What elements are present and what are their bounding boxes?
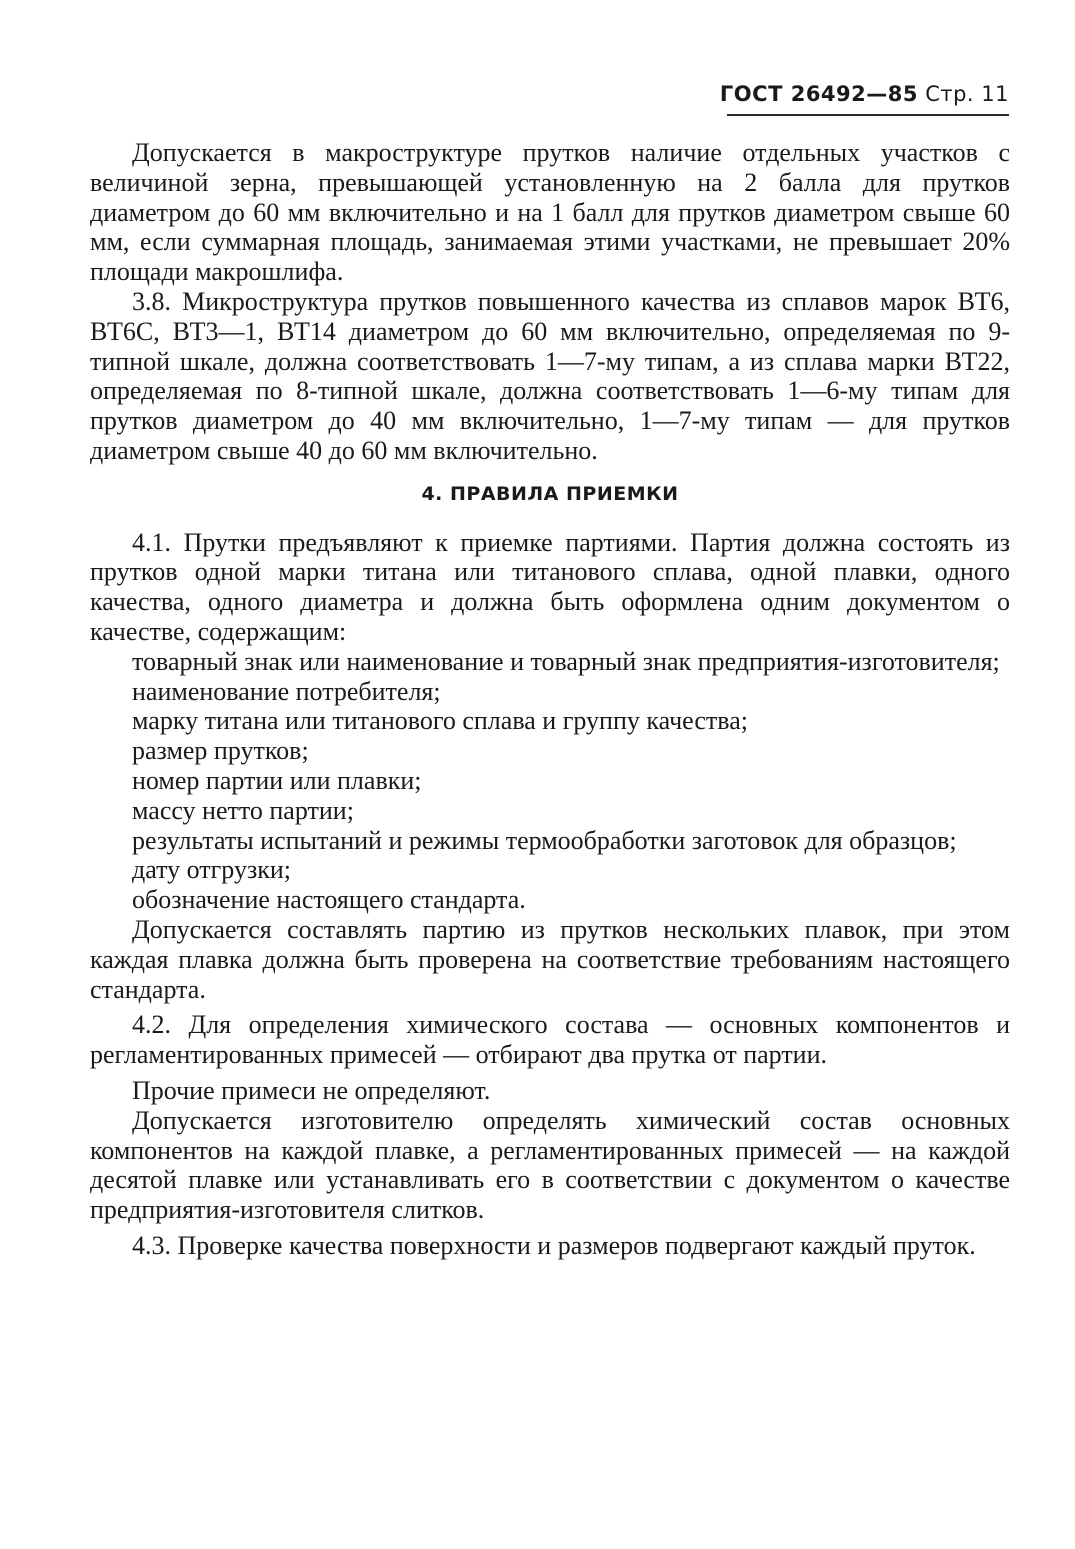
list-item-trademark: товарный знак или наименование и товарный знак предприятия-изготовителя; <box>132 646 1000 676</box>
paragraph-3-8: 3.8. Микроструктура прутков повышенного качества из сплавов марок ВТ6, ВТ6С, ВТ3—1, ВТ14 диаметром до 60 мм включительно, определяемая по 9-типной шкале, должна соответствовать 1—7-му типам, а из сплава марки ВТ22, определяемая по 8-типной шкале, должна соответствовать 1—6-му типам для прутков диаметром до 40 мм включительно, 1—7-му типам — для прутков диаметром свыше 40 до 60 мм включительно. <box>90 286 1010 465</box>
paragraph-macrostructure: Допускается в макроструктуре прутков наличие отдельных участков с величиной зерна, превышающей установленную на 2 балла для прутков диаметром до 60 мм включительно и на 1 балл для прутков диаметром свыше 60 мм, если суммарная площадь, занимаемая этими участками, не превышает 20% площади макрошлифа. <box>90 138 1010 287</box>
paragraph-4-1-note: Допускается составлять партию из прутков нескольких плавок, при этом каждая плавка должна быть проверена на соответствие требованиям настоящего стандарта. <box>90 914 1010 1004</box>
page-number: Стр. 11 <box>925 82 1009 106</box>
section-title: 4. ПРАВИЛА ПРИЕМКИ <box>421 482 679 505</box>
list-item-grade: марку титана или титанового сплава и группу качества; <box>132 706 748 736</box>
list-item-consumer: наименование потребителя; <box>132 676 441 706</box>
list-item-standard-designation: обозначение настоящего стандарта. <box>132 885 526 915</box>
paragraph-4-2-other: Прочие примеси не определяют. <box>132 1075 491 1105</box>
list-item-net-mass: массу нетто партии; <box>132 795 354 825</box>
paragraph-4-2-allowance: Допускается изготовителю определять химический состав основных компонентов на каждой плавке, а регламентированных примесей — на каждой десятой плавке или устанавливать его в соответствии с документом о качестве предприятия-изготовителя слитков. <box>90 1105 1010 1225</box>
list-item-batch-number: номер партии или плавки; <box>132 765 422 795</box>
list-item-size: размер прутков; <box>132 736 309 766</box>
list-item-shipment-date: дату отгрузки; <box>132 855 291 885</box>
document-body <box>90 138 1010 1261</box>
paragraph-4-3: 4.3. Проверке качества поверхности и размеров подвергают каждый пруток. <box>132 1230 976 1260</box>
page-header <box>720 82 1009 106</box>
header-rule <box>727 114 1009 116</box>
paragraph-4-2: 4.2. Для определения химического состава — основных компонентов и регламентированных примесей — отбирают два прутка от партии. <box>90 1010 1010 1070</box>
standard-number: ГОСТ 26492—85 <box>719 82 918 106</box>
paragraph-4-1: 4.1. Прутки предъявляют к приемке партиями. Партия должна состоять из прутков одной марки титана или титанового сплава, одной плавки, одного качества, одного диаметра и должна быть оформлена одним документом о качестве, содержащим: <box>90 527 1010 646</box>
list-item-test-results: результаты испытаний и режимы термообработки заготовок для образцов; <box>132 825 957 855</box>
